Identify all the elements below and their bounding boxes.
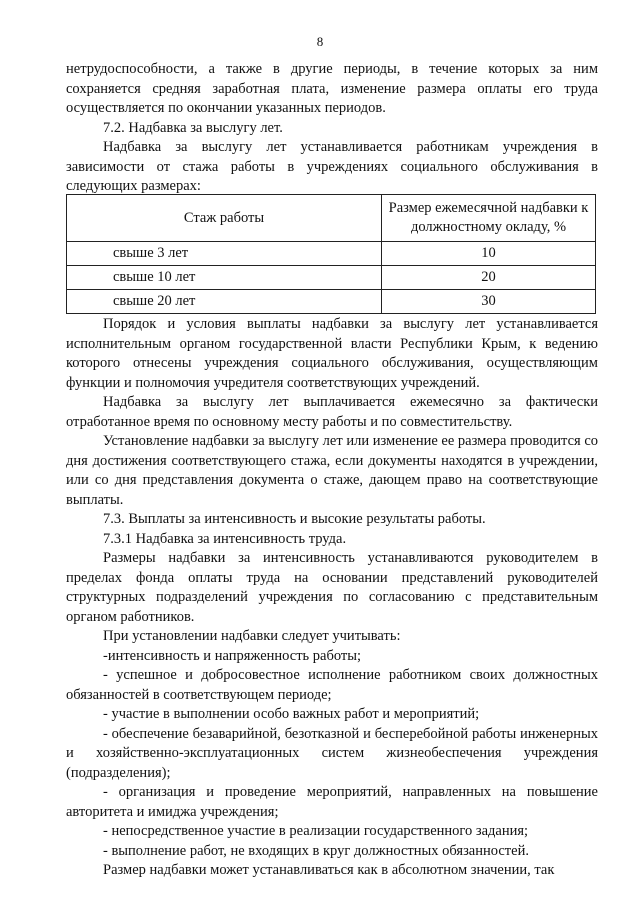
table-cell-percent: 20: [382, 266, 596, 290]
table-cell-period: свыше 10 лет: [67, 266, 382, 290]
paragraph: Установление надбавки за выслугу лет или изменение ее размера проводится со дня достижения соответствующего стажа, если документы находятся в учреждении, или со дня представления документа о стаже, дающем право на соответствующие выплаты.: [66, 433, 598, 508]
section-heading-7-3: 7.3. Выплаты за интенсивность и высокие результаты работы.: [103, 511, 486, 527]
paragraph: Надбавка за выслугу лет выплачивается ежемесячно за фактически отработанное время по основному месту работы и по совместительству.: [66, 394, 598, 430]
list-item: -интенсивность и напряженность работы;: [103, 647, 362, 664]
table-cell-period: свыше 20 лет: [67, 290, 382, 314]
table-header-row: [67, 195, 596, 242]
section-heading-7-3-1: 7.3.1 Надбавка за интенсивность труда.: [103, 530, 347, 547]
paragraph: Порядок и условия выплаты надбавки за выслугу лет устанавливается исполнительным органом государственной власти Республики Крым, к ведению которого отнесены учреждения социального обслуживания, осуществляющим функции и полномочия учредителя соответствующих учреждений.: [66, 316, 598, 391]
list-item: - организация и проведение мероприятий, направленных на повышение авторитета и имиджа учреждения;: [66, 784, 598, 820]
table-row: [67, 290, 596, 314]
paragraph: При установлении надбавки следует учитывать:: [103, 628, 401, 644]
list-item: - участие в выполнении особо важных работ и мероприятий;: [103, 706, 480, 722]
table-row: [67, 242, 596, 266]
page-number: 8: [316, 34, 324, 49]
table-row: [67, 266, 596, 290]
paragraph: нетрудоспособности, а также в другие периоды, в течение которых за ним сохраняется средняя заработная плата, изменение размера оплаты его труда осуществляется по окончании указанных периодов.: [66, 61, 598, 116]
seniority-bonus-table: [66, 194, 596, 314]
table-cell-percent: 30: [382, 290, 596, 314]
paragraph: Размеры надбавки за интенсивность устанавливаются руководителем в пределах фонда оплаты труда на основании представлений руководителей структурных подразделений учреждения по согласованию с представительным органом работников.: [66, 550, 598, 625]
list-item: - непосредственное участие в реализации государственного задания;: [103, 823, 529, 839]
body-text-block: [66, 315, 598, 881]
list-item: - обеспечение безаварийной, безотказной и бесперебойной работы инженерных и хозяйственно-эксплуатационных систем жизнеобеспечения учреждения (подразделения);: [66, 725, 598, 781]
table-cell-period: свыше 3 лет: [67, 242, 382, 266]
table-cell-percent: 10: [382, 242, 596, 266]
section-heading-7-2: 7.2. Надбавка за выслугу лет.: [103, 119, 283, 136]
top-text-block: [66, 60, 598, 197]
table-header-percent: Размер ежемесячной надбавки к должностному окладу, %: [382, 195, 596, 242]
paragraph: Надбавка за выслугу лет устанавливается работникам учреждения в зависимости от стажа работы в учреждениях социального обслуживания в следующих размерах:: [66, 139, 598, 194]
paragraph: Размер надбавки может устанавливаться как в абсолютном значении, так: [103, 862, 555, 878]
table-header-period: Стаж работы: [67, 195, 382, 242]
list-item: - выполнение работ, не входящих в круг должностных обязанностей.: [103, 842, 529, 859]
list-item: - успешное и добросовестное исполнение работником своих должностных обязанностей в соответствующем периоде;: [66, 667, 598, 703]
